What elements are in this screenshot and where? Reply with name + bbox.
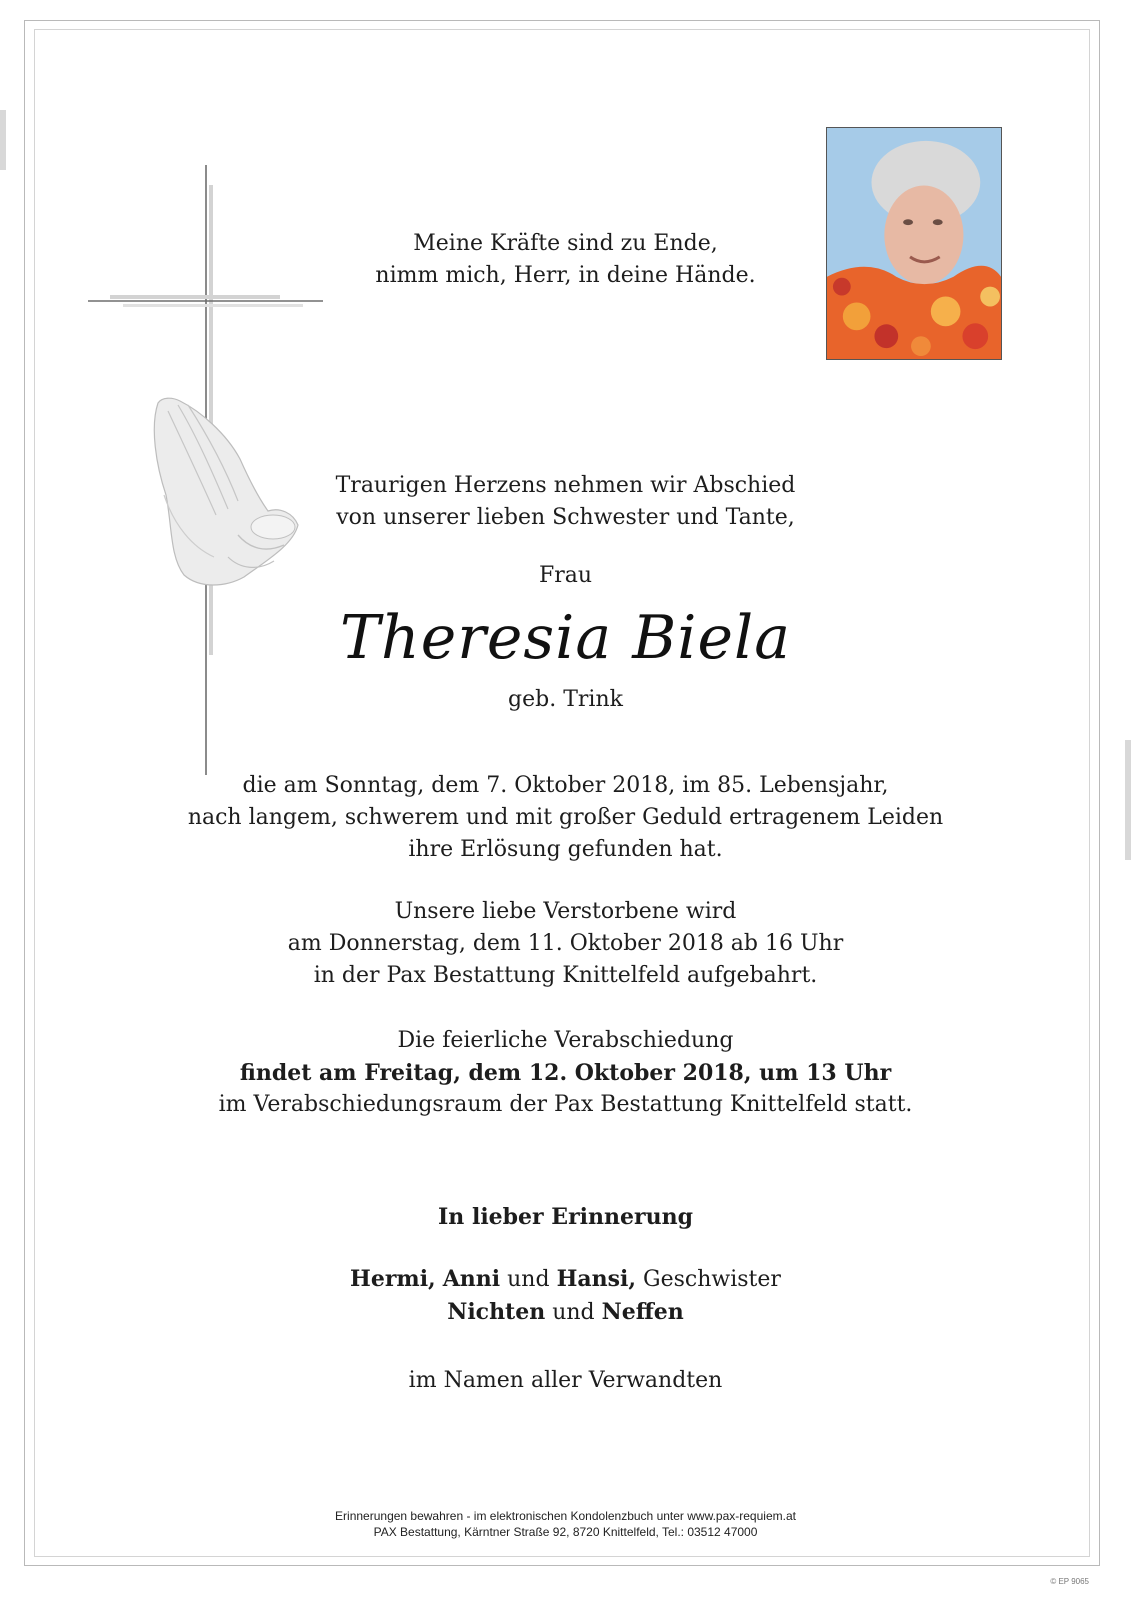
death-line: die am Sonntag, dem 7. Oktober 2018, im 85. Lebensjahr, bbox=[242, 773, 889, 798]
memory-heading: In lieber Erinnerung bbox=[438, 1204, 693, 1230]
viewing-notice bbox=[0, 896, 1131, 992]
farewell-line: im Verabschiedungsraum der Pax Bestattung Knittelfeld statt. bbox=[218, 1092, 913, 1117]
verse bbox=[0, 228, 1131, 292]
honorific: Frau bbox=[538, 563, 593, 588]
mourner-name: Hermi, bbox=[350, 1266, 436, 1292]
viewing-line: in der Pax Bestattung Knittelfeld aufgebahrt. bbox=[313, 963, 818, 988]
footer-line: PAX Bestattung, Kärntner Straße 92, 8720 Knittelfeld, Tel.: 03512 47000 bbox=[373, 1525, 758, 1539]
death-notice bbox=[0, 770, 1131, 866]
intro-line: Traurigen Herzens nehmen wir Abschied bbox=[335, 473, 796, 498]
print-code: © EP 9065 bbox=[1050, 1577, 1089, 1586]
mourners bbox=[0, 1263, 1131, 1329]
mourner-group: Neffen bbox=[601, 1299, 684, 1325]
deceased-name: Theresia Biela bbox=[340, 603, 791, 673]
farewell-date: findet am Freitag, dem 12. Oktober 2018, um 13 Uhr bbox=[239, 1060, 892, 1086]
relation: Geschwister bbox=[643, 1267, 781, 1292]
footer-line: Erinnerungen bewahren - im elektronischen Kondolenzbuch unter www.pax-requiem.at bbox=[335, 1509, 796, 1523]
mourner-name: Hansi, bbox=[556, 1266, 637, 1292]
relatives-line: im Namen aller Verwandten bbox=[408, 1368, 723, 1393]
verse-line: nimm mich, Herr, in deine Hände. bbox=[375, 263, 756, 288]
mourner-group: Nichten bbox=[447, 1299, 546, 1325]
mourners-line: Nichten und Neffen bbox=[447, 1299, 684, 1325]
birth-name: geb. Trink bbox=[508, 687, 623, 712]
viewing-line: am Donnerstag, dem 11. Oktober 2018 ab 16 Uhr bbox=[287, 931, 844, 956]
mourners-line: Hermi, Anni und Hansi, Geschwister bbox=[350, 1266, 781, 1292]
mourner-name: Anni bbox=[442, 1266, 501, 1292]
intro bbox=[0, 470, 1131, 534]
scan-edge-mark bbox=[0, 110, 6, 170]
farewell-notice bbox=[0, 1025, 1131, 1121]
farewell-line: Die feierliche Verabschiedung bbox=[397, 1028, 734, 1053]
viewing-line: Unsere liebe Verstorbene wird bbox=[394, 899, 737, 924]
verse-line: Meine Kräfte sind zu Ende, bbox=[413, 231, 718, 256]
intro-line: von unserer lieben Schwester und Tante, bbox=[336, 505, 795, 530]
footer bbox=[0, 1508, 1131, 1540]
death-line: nach langem, schwerem und mit großer Geduld ertragenem Leiden bbox=[187, 805, 944, 830]
death-line: ihre Erlösung gefunden hat. bbox=[408, 837, 723, 862]
